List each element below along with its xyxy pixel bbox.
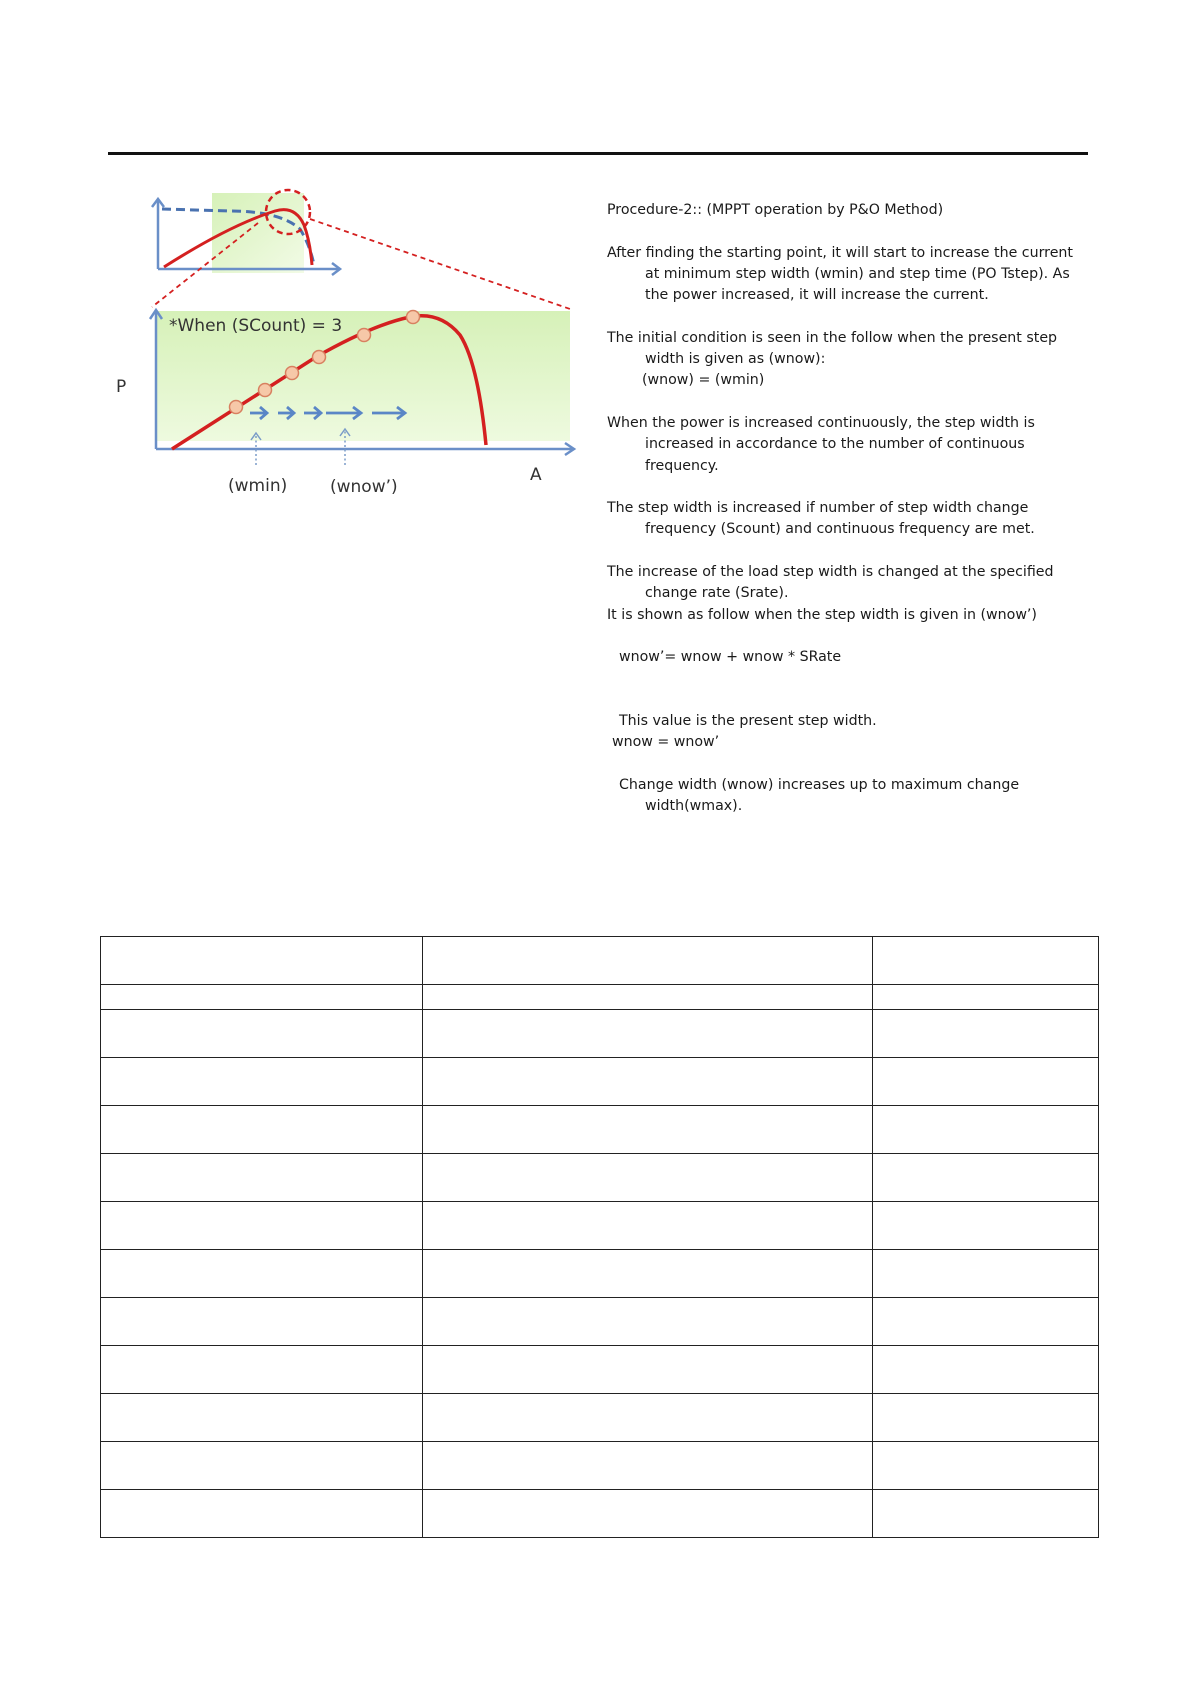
procedure-notes	[607, 200, 1097, 818]
empty-table	[100, 936, 1099, 1538]
table-cell	[423, 1058, 873, 1106]
text-line: The increase of the load step width is changed at the specified	[607, 564, 1054, 581]
table-cell	[873, 1250, 1099, 1298]
text-line: Change width (wnow) increases up to maximum change	[619, 777, 1020, 794]
table-cell	[423, 1010, 873, 1058]
paragraph-present	[607, 711, 1097, 754]
text-line: width(wmax).	[645, 798, 743, 815]
text-line: When the power is increased continuously, the step width is	[607, 414, 1035, 431]
table-cell	[101, 1394, 423, 1442]
mppt-diagram-svg	[110, 185, 580, 515]
table-row	[101, 1298, 1099, 1346]
operating-point	[313, 351, 326, 364]
table-cell	[873, 1058, 1099, 1106]
table-cell	[101, 1106, 423, 1154]
table-cell	[101, 1250, 423, 1298]
formula: wnow’= wnow + wnow * SRate	[619, 649, 842, 666]
text-line: change rate (Srate).	[645, 585, 789, 602]
paragraph-rate	[607, 562, 1097, 626]
paragraph-start	[607, 243, 1097, 307]
table-cell	[873, 1442, 1099, 1490]
table-cell	[873, 1010, 1099, 1058]
table-row	[101, 937, 1099, 985]
text-line: After finding the starting point, it will start to increase the current	[607, 244, 1073, 261]
table-row	[101, 1490, 1099, 1538]
table-cell	[873, 1154, 1099, 1202]
text-line: frequency.	[645, 457, 719, 474]
mppt-diagram	[110, 185, 580, 515]
table-cell	[423, 1106, 873, 1154]
table-cell	[873, 1346, 1099, 1394]
operating-point	[286, 367, 299, 380]
table-cell	[873, 1298, 1099, 1346]
table-cell	[101, 1154, 423, 1202]
paragraph-max	[607, 775, 1097, 818]
table-cell	[873, 1202, 1099, 1250]
text-line: The initial condition is seen in the follow when the present step	[607, 329, 1058, 346]
header-rule	[108, 152, 1088, 155]
table-row	[101, 1058, 1099, 1106]
table-cell	[101, 1298, 423, 1346]
operating-point	[407, 311, 420, 324]
table-cell	[873, 937, 1099, 985]
table-cell	[101, 985, 423, 1010]
table-cell	[873, 1106, 1099, 1154]
table-cell	[101, 1202, 423, 1250]
table-cell	[423, 1394, 873, 1442]
operating-point	[259, 384, 272, 397]
table-row	[101, 1394, 1099, 1442]
table-row	[101, 1250, 1099, 1298]
table-cell	[101, 1346, 423, 1394]
table-row	[101, 1346, 1099, 1394]
table-cell	[101, 1490, 423, 1538]
table-cell	[423, 1202, 873, 1250]
axis-p-label: P	[116, 377, 127, 397]
text-line: This value is the present step width.	[619, 713, 877, 730]
zoom-line-right	[310, 219, 570, 309]
table-cell	[423, 1490, 873, 1538]
paragraph-condition	[607, 498, 1097, 541]
table-row	[101, 1154, 1099, 1202]
text-line: wnow = wnow’	[612, 734, 720, 751]
text-line: width is given as (wnow):	[645, 351, 826, 368]
wmin-label: (wmin)	[228, 476, 288, 496]
table-cell	[101, 1058, 423, 1106]
wnow-label: (wnow’)	[330, 477, 398, 497]
procedure-title: Procedure-2:: (MPPT operation by P&O Method)	[607, 202, 944, 218]
table-cell	[423, 1250, 873, 1298]
table-row	[101, 1442, 1099, 1490]
table-cell	[873, 985, 1099, 1010]
operating-point	[230, 401, 243, 414]
table-cell	[423, 937, 873, 985]
text-line: It is shown as follow when the step width is given in (wnow’)	[607, 606, 1037, 623]
operating-point	[358, 329, 371, 342]
table-row	[101, 1202, 1099, 1250]
paragraph-initial	[607, 328, 1097, 392]
table-cell	[423, 985, 873, 1010]
table-cell	[101, 1010, 423, 1058]
table-cell	[423, 1298, 873, 1346]
text-line: (wnow) = (wmin)	[642, 372, 765, 389]
table-cell	[423, 1346, 873, 1394]
axis-a-label: A	[530, 465, 542, 485]
table-cell	[873, 1394, 1099, 1442]
table-cell	[423, 1154, 873, 1202]
paragraph-increase	[607, 413, 1097, 477]
table-cell	[101, 937, 423, 985]
table-row	[101, 1010, 1099, 1058]
text-line: at minimum step width (wmin) and step time (PO Tstep). As	[645, 265, 1070, 282]
table-cell	[101, 1442, 423, 1490]
text-line: increased in accordance to the number of continuous	[645, 436, 1025, 453]
table-cell	[873, 1490, 1099, 1538]
text-line: frequency (Scount) and continuous frequency are met.	[645, 521, 1035, 538]
table-row	[101, 985, 1099, 1010]
scount-label: *When (SCount) = 3	[169, 316, 343, 336]
table-row	[101, 1106, 1099, 1154]
table-cell	[423, 1442, 873, 1490]
text-line: The step width is increased if number of step width change	[607, 500, 1029, 517]
text-line: the power increased, it will increase the current.	[645, 287, 989, 304]
